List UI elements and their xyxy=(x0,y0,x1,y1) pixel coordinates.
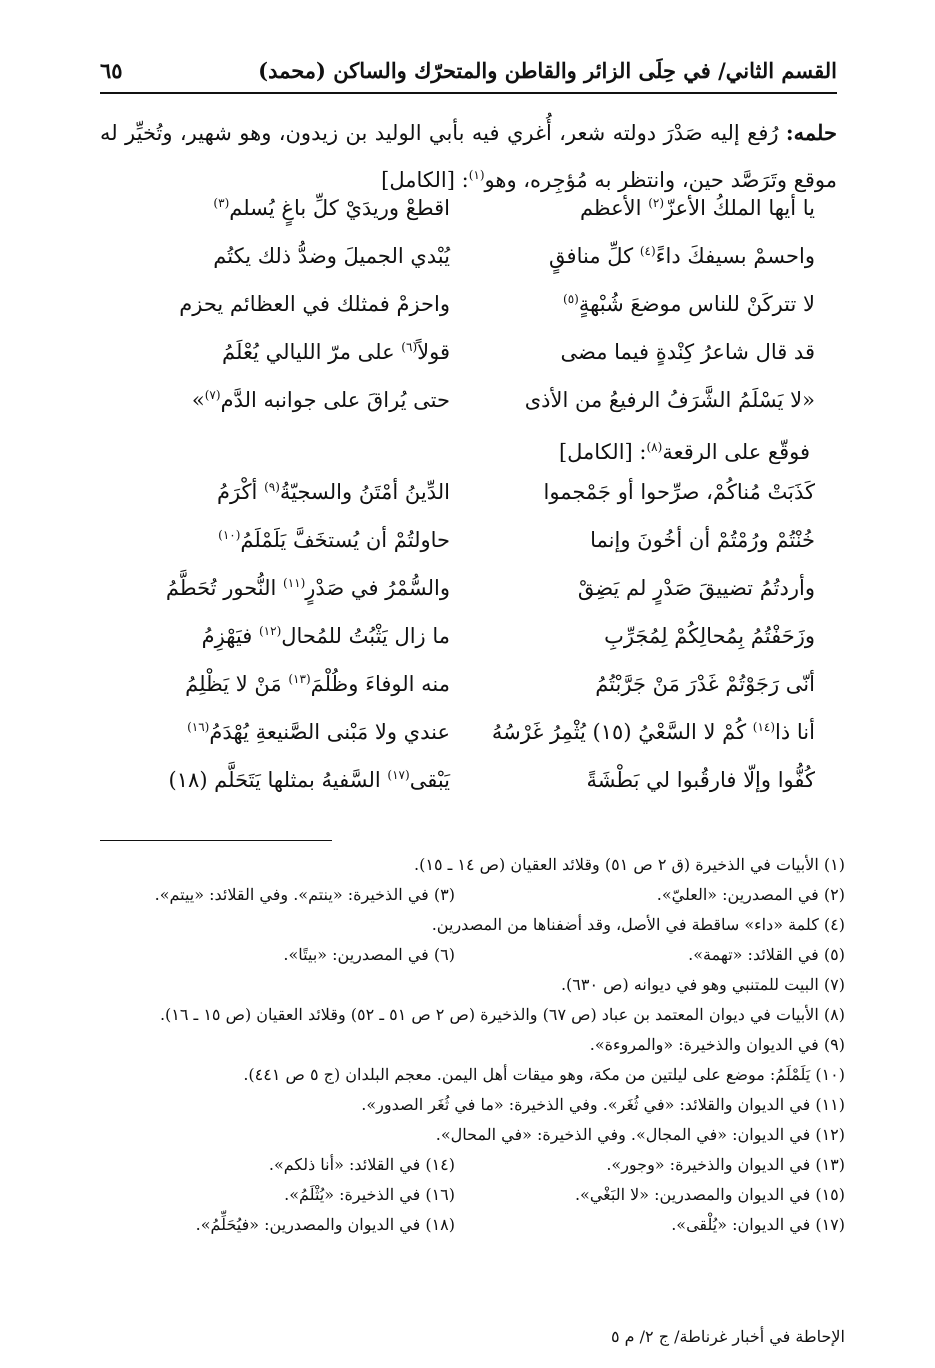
poem-1 xyxy=(130,196,815,436)
hemistich-text: كُمْ لا السَّعْيُ (١٥) يُثْمِرُ غَرْسُهُ xyxy=(491,720,753,744)
hemistich-text: الدِّينُ أمْتَنُ والسجيّةُ xyxy=(279,480,450,504)
footnote-ref: (٣) xyxy=(213,196,230,210)
second-hemistich xyxy=(130,244,450,268)
first-hemistich xyxy=(495,244,815,268)
footnote-line xyxy=(100,910,845,940)
second-hemistich xyxy=(130,624,450,648)
second-hemistich xyxy=(130,480,450,504)
footnotes xyxy=(100,850,845,1240)
verse-line xyxy=(130,196,815,244)
hemistich-text: أكْرَمُ xyxy=(216,480,265,504)
footnote-ref: (٧) xyxy=(204,388,221,402)
signature-line: الإحاطة في أخبار غرناطة/ ج ٢/ م ٥ xyxy=(610,1327,845,1346)
footnote-ref: (١٧) xyxy=(387,768,410,782)
hemistich-text: أنا ذا xyxy=(775,720,815,744)
verse-line xyxy=(130,292,815,340)
hemistich-text: وزَحَفْتُمُ بِمُحالِكُمْ لِمُجَرِّبِ xyxy=(604,624,815,648)
hemistich-text: مَنْ لا يَظْلِمُ xyxy=(185,672,289,696)
intro-paragraph xyxy=(100,112,837,201)
footnote-ref: (٥) xyxy=(563,292,579,306)
footnote-ref: (٩) xyxy=(264,480,280,494)
footnote: (١٨) في الديوان والمصدرين: «فيُحَلِّمُ». xyxy=(195,1215,455,1234)
hemistich-text: واحزمْ فمثلك في العظائم يحزم xyxy=(179,292,450,316)
hemistich-text: كُفُّوا وإلّا فارقُبوا لي بَطْشَةً xyxy=(586,768,815,792)
intro-text: رُفع إليه صَدْرَ دولته شعر، أُغري فيه بأبي الوليد بن زيدون، وهو شهير، وتُخيِّر له موقع وتَرَصَّد حين، وانتظر به مُؤجِره، وهو xyxy=(100,121,837,192)
sub-intro-meter: : [الكامل] xyxy=(558,440,647,464)
hemistich-text: عندي ولا مَبْنى الصَّنيعةِ يُهْدَمُ xyxy=(209,720,450,744)
header-rule xyxy=(100,92,837,94)
footnote-line xyxy=(100,1210,845,1240)
hemistich-text: حاولتُمْ أن يُستخَفَّ يَلَمْلَمُ xyxy=(240,528,450,552)
hemistich-text: حتى يُراقَ على جوانبه الدَّم xyxy=(220,388,450,412)
verse-line xyxy=(130,576,815,624)
footnote: (١٢) في الديوان: «في المجال». وفي الذخيرة: «في المحال». xyxy=(435,1125,845,1144)
verse-line xyxy=(130,340,815,388)
sub-intro-ref: (٨) xyxy=(646,440,663,454)
hemistich-text: الأعظم xyxy=(579,196,649,220)
header-title: القسم الثاني/ في حِلَى الزائر والقاطن والمتحرّك والساكن (محمد) xyxy=(258,58,837,83)
hemistich-text: والسُّمْرُ في صَدْرٍ xyxy=(305,576,450,600)
hemistich-text: يَبْقى xyxy=(409,768,450,792)
footnote-line xyxy=(100,880,845,910)
footnote-line xyxy=(100,1120,845,1150)
first-hemistich xyxy=(495,672,815,696)
hemistich-text: السَّفيهُ بمثلها يَتَحَلَّم (١٨) xyxy=(168,768,388,792)
verse-line xyxy=(130,480,815,528)
hemistich-text: يا أيها الملكُ الأعزّ xyxy=(664,196,815,220)
sub-intro xyxy=(559,440,810,464)
footnote-ref: (١٢) xyxy=(258,624,282,638)
hemistich-text: النُّحور تُحَطَّمُ xyxy=(165,576,283,600)
footnote: (٤) كلمة «داء» ساقطة في الأصل، وقد أضفناها من المصدرين. xyxy=(431,915,845,934)
page-number: ٦٥ xyxy=(100,58,123,83)
footnote-ref: (١٤) xyxy=(752,720,776,734)
footnote: (١٧) في الديوان: «يُلْقى». xyxy=(671,1215,845,1234)
first-hemistich xyxy=(495,480,815,504)
footnote-ref: (٦) xyxy=(401,340,418,354)
footnote-ref: (٤) xyxy=(639,244,656,258)
footnote: (٨) الأبيات في ديوان المعتمد بن عباد (ص ٦٧) والذخيرة (ص ٢ ص ٥١ ـ ٥٢) وقلائد العقيان (ص ١٥ ـ ١٦). xyxy=(159,1005,845,1024)
footnote: (١١) في الديوان والقلائد: «في ثُغَر». وفي الذخيرة: «ما في ثُغَر الصدور». xyxy=(361,1095,845,1114)
hemistich-text: قد قال شاعرُ كِنْدةٍ فيما مضى xyxy=(560,340,815,364)
hemistich-text: يُبْدي الجميلَ وضدُّ ذلك يكتُم xyxy=(213,244,450,268)
second-hemistich xyxy=(130,576,450,600)
intro-ref: (١) xyxy=(468,168,485,182)
second-hemistich xyxy=(130,292,450,316)
first-hemistich xyxy=(495,340,815,364)
hemistich-text: واحسمْ بسيفكَ داءً xyxy=(655,244,815,268)
poem-2 xyxy=(130,480,815,816)
second-hemistich xyxy=(130,196,450,220)
second-hemistich xyxy=(130,720,450,744)
hemistich-text: فيَهْزِمُ xyxy=(201,624,259,648)
footnote: (٧) البيت للمتنبي وهو في ديوانه (ص ٦٣٠). xyxy=(560,975,845,994)
footnote-line xyxy=(100,1090,845,1120)
footnote-line xyxy=(100,970,845,1000)
footnote: (٣) في الذخيرة: «ينتم». وفي القلائد: «ييتم». xyxy=(154,885,455,904)
hemistich-text: » xyxy=(191,388,205,412)
intro-lead: حلمه: xyxy=(785,120,837,145)
verse-line xyxy=(130,672,815,720)
hemistich-text: خُنْتُمْ ورُمْتُمْ أن أخُونَ وإنما xyxy=(590,528,815,552)
footnote-rule xyxy=(100,840,332,841)
footnote: (٢) في المصدرين: «العليّ». xyxy=(656,885,845,904)
second-hemistich xyxy=(130,528,450,552)
hemistich-text: منه الوفاءَ وظُلْمَ xyxy=(310,672,450,696)
footnote-ref: (١٠) xyxy=(218,528,241,542)
second-hemistich xyxy=(130,768,450,792)
second-hemistich xyxy=(130,672,450,696)
intro-meter: : [الكامل] xyxy=(381,168,469,192)
first-hemistich xyxy=(495,292,815,316)
second-hemistich xyxy=(130,340,450,364)
hemistich-text: «لا يَسْلَمُ الشَّرَفُ الرفيعُ من الأذى xyxy=(524,388,815,412)
footnote-ref: (١٦) xyxy=(187,720,210,734)
hemistich-text: كلِّ منافقٍ xyxy=(549,244,640,268)
running-header xyxy=(100,58,837,94)
footnote: (٥) في القلائد: «تهمة». xyxy=(688,945,845,964)
first-hemistich xyxy=(495,528,815,552)
footnote-ref: (١٣) xyxy=(288,672,311,686)
footnote-line xyxy=(100,1030,845,1060)
first-hemistich xyxy=(491,720,815,744)
first-hemistich xyxy=(495,388,815,412)
hemistich-text: كَذَبَتْ مُناكُمْ، صرِّحوا أو جَمْجموا xyxy=(543,480,815,504)
footnote-line xyxy=(100,1150,845,1180)
footnote: (١٣) في الديوان والذخيرة: «وجور». xyxy=(606,1155,845,1174)
hemistich-text: على مرّ الليالي يُعْلَمُ xyxy=(222,340,402,364)
hemistich-text: وأردتُمُ تضييقَ صَدْرٍ لم يَضِقْ xyxy=(577,576,815,600)
footnote: (١) الأبيات في الذخيرة (ق ٢ ص ٥١) وقلائد العقيان (ص ١٤ ـ ١٥). xyxy=(414,855,845,874)
verse-line xyxy=(130,624,815,672)
footnote-line xyxy=(100,850,845,880)
footnote: (١٦) في الذخيرة: «يُثْلَمُ». xyxy=(284,1185,455,1204)
hemistich-text: لا تتركَنْ للناس موضعَ شُبْهةٍ xyxy=(578,292,815,316)
verse-line xyxy=(130,388,815,436)
verse-line xyxy=(130,720,815,768)
verse-line xyxy=(130,528,815,576)
first-hemistich xyxy=(495,196,815,220)
footnote-ref: (٢) xyxy=(648,196,665,210)
first-hemistich xyxy=(495,576,815,600)
hemistich-text: أنّى رَجَوْتُمْ غَدْرَ مَنْ جَرَّبْتُمُ xyxy=(595,672,815,696)
verse-line xyxy=(130,768,815,816)
sub-intro-text: فوقّع على الرقعة xyxy=(662,440,810,464)
footnote: (١٥) في الديوان والمصدرين: «لا البَغْي». xyxy=(574,1185,845,1204)
footnote-line xyxy=(100,1180,845,1210)
footnote: (٦) في المصدرين: «بيتًا». xyxy=(283,945,455,964)
footnote-ref: (١١) xyxy=(283,576,306,590)
hemistich-text: اقطعْ وريدَيْ كلِّ باغٍ يُسلم xyxy=(229,196,450,220)
second-hemistich xyxy=(130,388,450,412)
footnote: (٩) في الديوان والذخيرة: «والمروءة». xyxy=(589,1035,845,1054)
footnote-line xyxy=(100,940,845,970)
hemistich-text: قولاً xyxy=(417,340,450,364)
verse-line xyxy=(130,244,815,292)
footnote: (١٤) في القلائد: «أنا ذلكم». xyxy=(268,1155,455,1174)
first-hemistich xyxy=(495,624,815,648)
first-hemistich xyxy=(495,768,815,792)
footnote: (١٠) يَلَمْلَمُ: موضع على ليلتين من مكة، وهو ميقات أهل اليمن. معجم البلدان (ج ٥ ص ٤٤١). xyxy=(243,1065,845,1084)
hemistich-text: ما زال يَثْبُتُ للمُحال xyxy=(281,624,450,648)
